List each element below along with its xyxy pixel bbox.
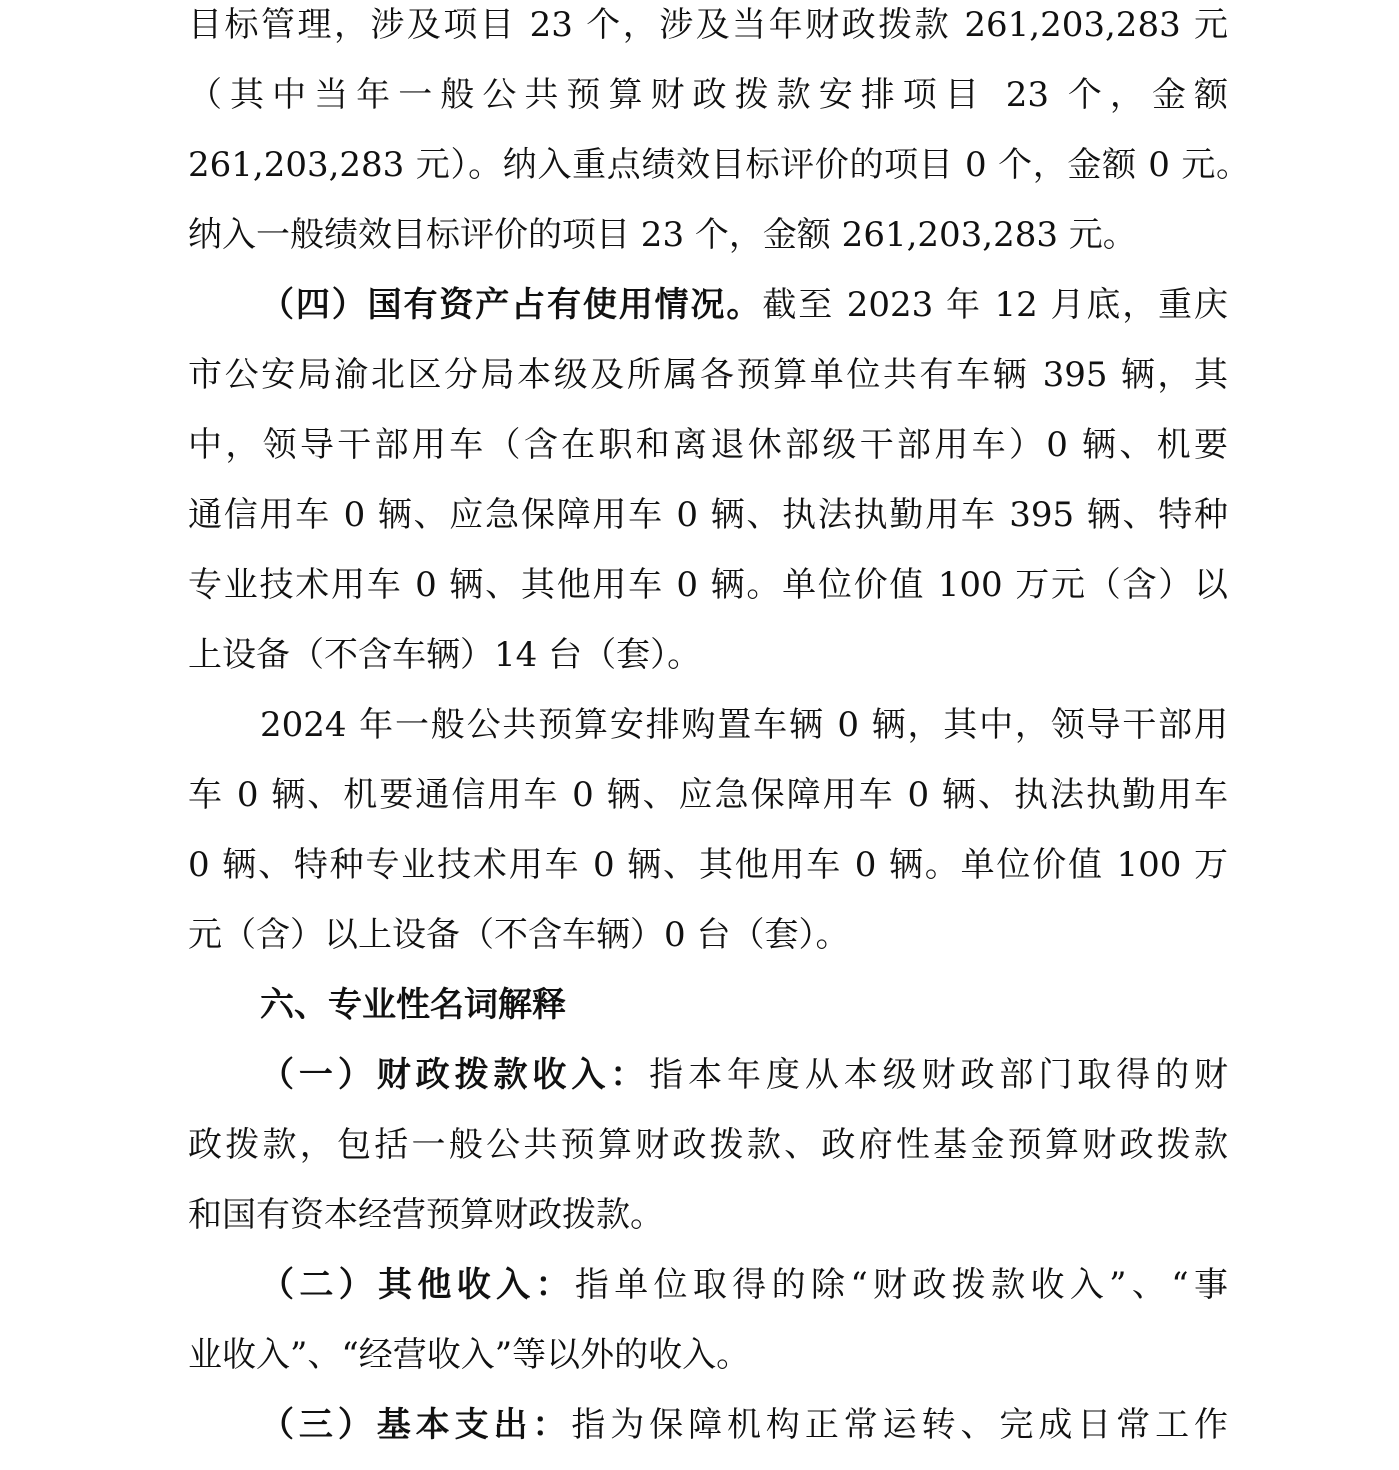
text-span: 截至 2023 年 12 月底，重庆 xyxy=(762,285,1228,325)
definition-basic-expenditure xyxy=(188,1400,1228,1470)
text-line: 政拨款，包括一般公共预算财政拨款、政府性基金预算财政拨款 xyxy=(188,1125,1228,1165)
text-line: 上设备（不含车辆）14 台（套）。 xyxy=(188,635,702,675)
text-span: 指为保障机构正常运转、完成日常工作 xyxy=(571,1405,1229,1445)
text-line: 车 0 辆、机要通信用车 0 辆、应急保障用车 0 辆、执法执勤用车 xyxy=(188,775,1228,815)
text-line: 2024 年一般公共预算安排购置车辆 0 辆，其中，领导干部用 xyxy=(260,705,1228,745)
text-line: （其中当年一般公共预算财政拨款安排项目 23 个，金额 xyxy=(188,75,1228,115)
term-label: （一）财政拨款收入： xyxy=(260,1055,650,1095)
text-line: 261,203,283 元）。纳入重点绩效目标评价的项目 0 个，金额 0 元。 xyxy=(188,145,1250,185)
term-label: （三）基本支出： xyxy=(260,1405,572,1445)
text-line: 元（含）以上设备（不含车辆）0 台（套）。 xyxy=(188,915,850,955)
text-line: 和国有资本经营预算财政拨款。 xyxy=(188,1195,664,1235)
definition-fiscal-allocation xyxy=(188,1050,1228,1120)
text-line: 专业技术用车 0 辆、其他用车 0 辆。单位价值 100 万元（含）以 xyxy=(188,565,1228,605)
text-span: 指本年度从本级财政部门取得的财 xyxy=(649,1055,1229,1095)
section-heading-terms: 六、专业性名词解释 xyxy=(260,985,566,1025)
text-line: 市公安局渝北区分局本级及所属各预算单位共有车辆 395 辆，其 xyxy=(188,355,1228,395)
text-span: 指单位取得的除“财政拨款收入”、“事 xyxy=(574,1265,1229,1305)
term-label: （二）其他收入： xyxy=(260,1265,575,1305)
text-line: 纳入一般绩效目标评价的项目 23 个，金额 261,203,283 元。 xyxy=(188,215,1137,255)
text-line: 中，领导干部用车（含在职和离退休部级干部用车）0 辆、机要 xyxy=(188,425,1228,465)
text-line: 通信用车 0 辆、应急保障用车 0 辆、执法执勤用车 395 辆、特种 xyxy=(188,495,1228,535)
text-line: 目标管理，涉及项目 23 个，涉及当年财政拨款 261,203,283 元 xyxy=(188,5,1228,45)
text-line: 业收入”、“经营收入”等以外的收入。 xyxy=(188,1335,751,1375)
definition-other-income xyxy=(188,1260,1228,1330)
paragraph-assets-first-line xyxy=(188,280,1228,350)
section-title-assets: （四）国有资产占有使用情况。 xyxy=(260,285,763,325)
text-line: 0 辆、特种专业技术用车 0 辆、其他用车 0 辆。单位价值 100 万 xyxy=(188,845,1228,885)
